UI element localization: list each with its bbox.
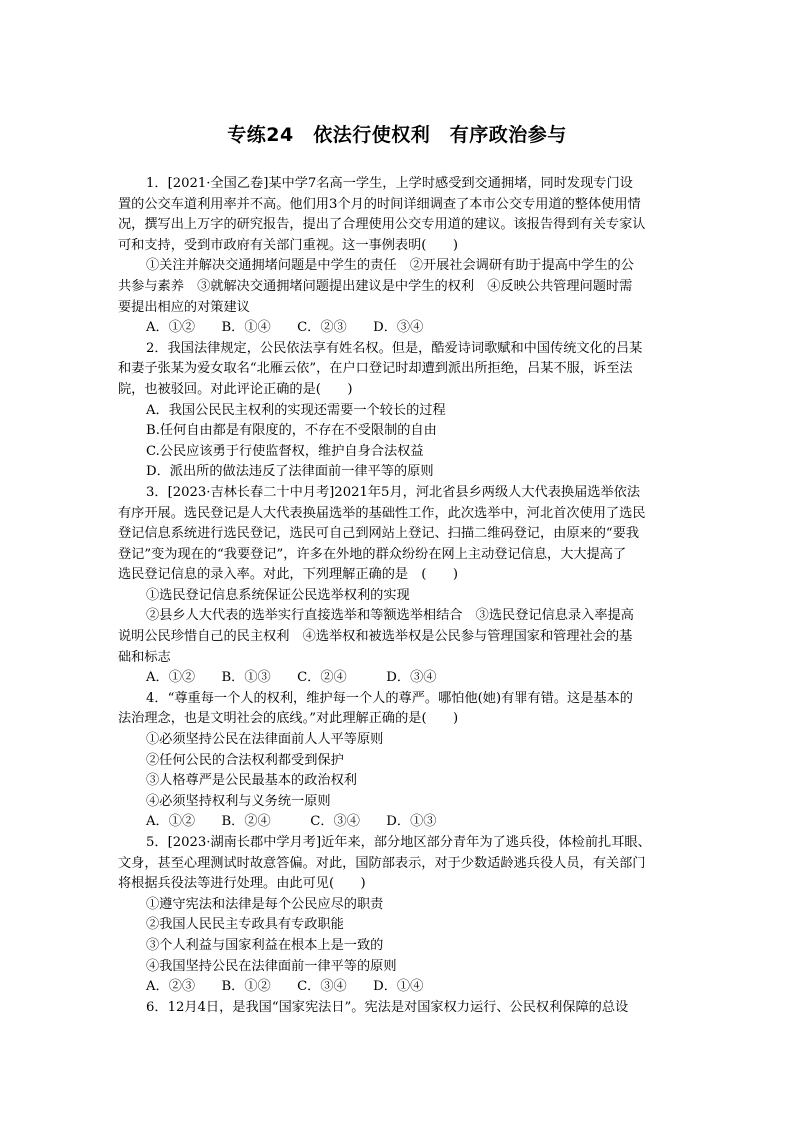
text-line: 可和支持，受到市政府有关部门重视。这一事例表明( ) bbox=[118, 237, 458, 253]
text-line: ②县乡人大代表的选举实行直接选举和等额选举相结合 ③选民登记信息录入率提高 bbox=[146, 608, 634, 624]
text-line: 况，撰写出上万字的研究报告，提出了合理使用公交专用道的建议。该报告得到有关专家认 bbox=[118, 217, 646, 233]
text-line: 选民登记信息的录入率。对此，下列理解正确的是 ( ) bbox=[118, 567, 458, 583]
text-line: 登记信息系统进行选民登记，选民可自己到网站上登记、扫描二维码登记，由原来的“要我 bbox=[118, 526, 640, 542]
text-line: ②我国人民民主专政具有专政职能 bbox=[146, 917, 344, 933]
option-b: B.任何自由都是有限度的，不存在不受限制的自由 bbox=[146, 423, 437, 439]
text-line: ①选民登记信息系统保证公民选举权利的实现 bbox=[146, 587, 410, 603]
text-line: ①遵守宪法和法律是每个公民应尽的职责 bbox=[146, 896, 384, 912]
text-line: 3．[2023·吉林长春二十中月考]2021年5月，河北省县乡两级人大代表换届选举依法 bbox=[146, 484, 641, 500]
text-line: 6．12月4日，是我国“国家宪法日”。宪法是对国家权力运行、公民权利保障的总设 bbox=[146, 999, 629, 1015]
text-line: ②任何公民的合法权利都受到保护 bbox=[146, 752, 344, 768]
option-a: A．我国公民民主权利的实现还需要一个较长的过程 bbox=[146, 402, 446, 418]
text-line: ③个人利益与国家利益在根本上是一致的 bbox=[146, 937, 384, 953]
answer-options: A．①② B．②④ C．③④ D．①③ bbox=[146, 814, 437, 830]
text-line: 1．[2021·全国乙卷]某中学7名高一学生，上学时感受到交通拥堵，同时发现专门设 bbox=[146, 176, 633, 191]
question-body bbox=[118, 174, 688, 1018]
text-line: 4．“尊重每一个人的权利，维护每一个人的尊严。哪怕他(她)有罪有错。这是基本的 bbox=[146, 690, 633, 706]
text-line: 文身，甚至心理测试时故意答偏。对此，国防部表示，对于少数适龄逃兵役人员，有关部门 bbox=[118, 855, 646, 871]
option-d: D．派出所的做法违反了法律面前一律平等的原则 bbox=[146, 464, 434, 480]
text-line: 置的公交车道利用率并不高。他们用3个月的时间详细调查了本市公交专用道的整体使用情 bbox=[118, 196, 641, 212]
text-line: 院，也被驳回。对此评论正确的是( ) bbox=[118, 381, 353, 397]
text-line: ④我国坚持公民在法律面前一律平等的原则 bbox=[146, 958, 397, 974]
text-line: 2．我国法律规定，公民依法享有姓名权。但是，酷爱诗词歌赋和中国传统文化的吕某 bbox=[146, 340, 643, 356]
text-line: 和妻子张某为爱女取名“北雁云依”，在户口登记时却遭到派出所拒绝，吕某不服，诉至法 bbox=[118, 361, 633, 377]
text-line: ③人格尊严是公民最基本的政治权利 bbox=[146, 773, 357, 789]
text-line: 有序开展。选民登记是人大代表换届选举的基础性工作，此次选举中，河北首次使用了选民 bbox=[118, 505, 646, 521]
text-line: 5．[2023·湖南长郡中学月考]近年来，部分地区部分青年为了逃兵役，体检前扎耳眼、 bbox=[146, 835, 651, 850]
text-line: 共参与素养 ③就解决交通拥堵问题提出建议是中学生的权利 ④反映公共管理问题时需 bbox=[118, 278, 633, 294]
text-line: 础和标志 bbox=[118, 649, 171, 665]
option-c: C.公民应该勇于行使监督权，维护自身合法权益 bbox=[146, 443, 424, 459]
text-line: 登记”变为现在的“我要登记”，许多在外地的群众纷纷在网上主动登记信息，大大提高了 bbox=[118, 546, 627, 562]
text-line: 说明公民珍惜自己的民主权利 ④选举权和被选举权是公民参与管理国家和管理社会的基 bbox=[118, 629, 633, 645]
text-line: ④必须坚持权利与义务统一原则 bbox=[146, 793, 331, 809]
text-line: 法治理念，也是文明社会的底线。”对此理解正确的是( ) bbox=[118, 711, 459, 727]
answer-options: A．①② B．①③ C．②④ D．③④ bbox=[146, 670, 437, 686]
text-line: ①必须坚持公民在法律面前人人平等原则 bbox=[146, 732, 384, 748]
answer-options: A．①② B．①④ C．②③ D．③④ bbox=[146, 320, 424, 336]
answer-options: A．②③ B．①② C．③④ D．①④ bbox=[146, 979, 424, 995]
page-title: 专练24 依法行使权利 有序政治参与 bbox=[227, 124, 567, 146]
text-line: 将根据兵役法等进行处理。由此可见( ) bbox=[118, 876, 366, 892]
text-line: ①关注并解决交通拥堵问题是中学生的责任 ②开展社会调研有助于提高中学生的公 bbox=[146, 258, 634, 274]
text-line: 要提出相应的对策建议 bbox=[118, 299, 250, 315]
